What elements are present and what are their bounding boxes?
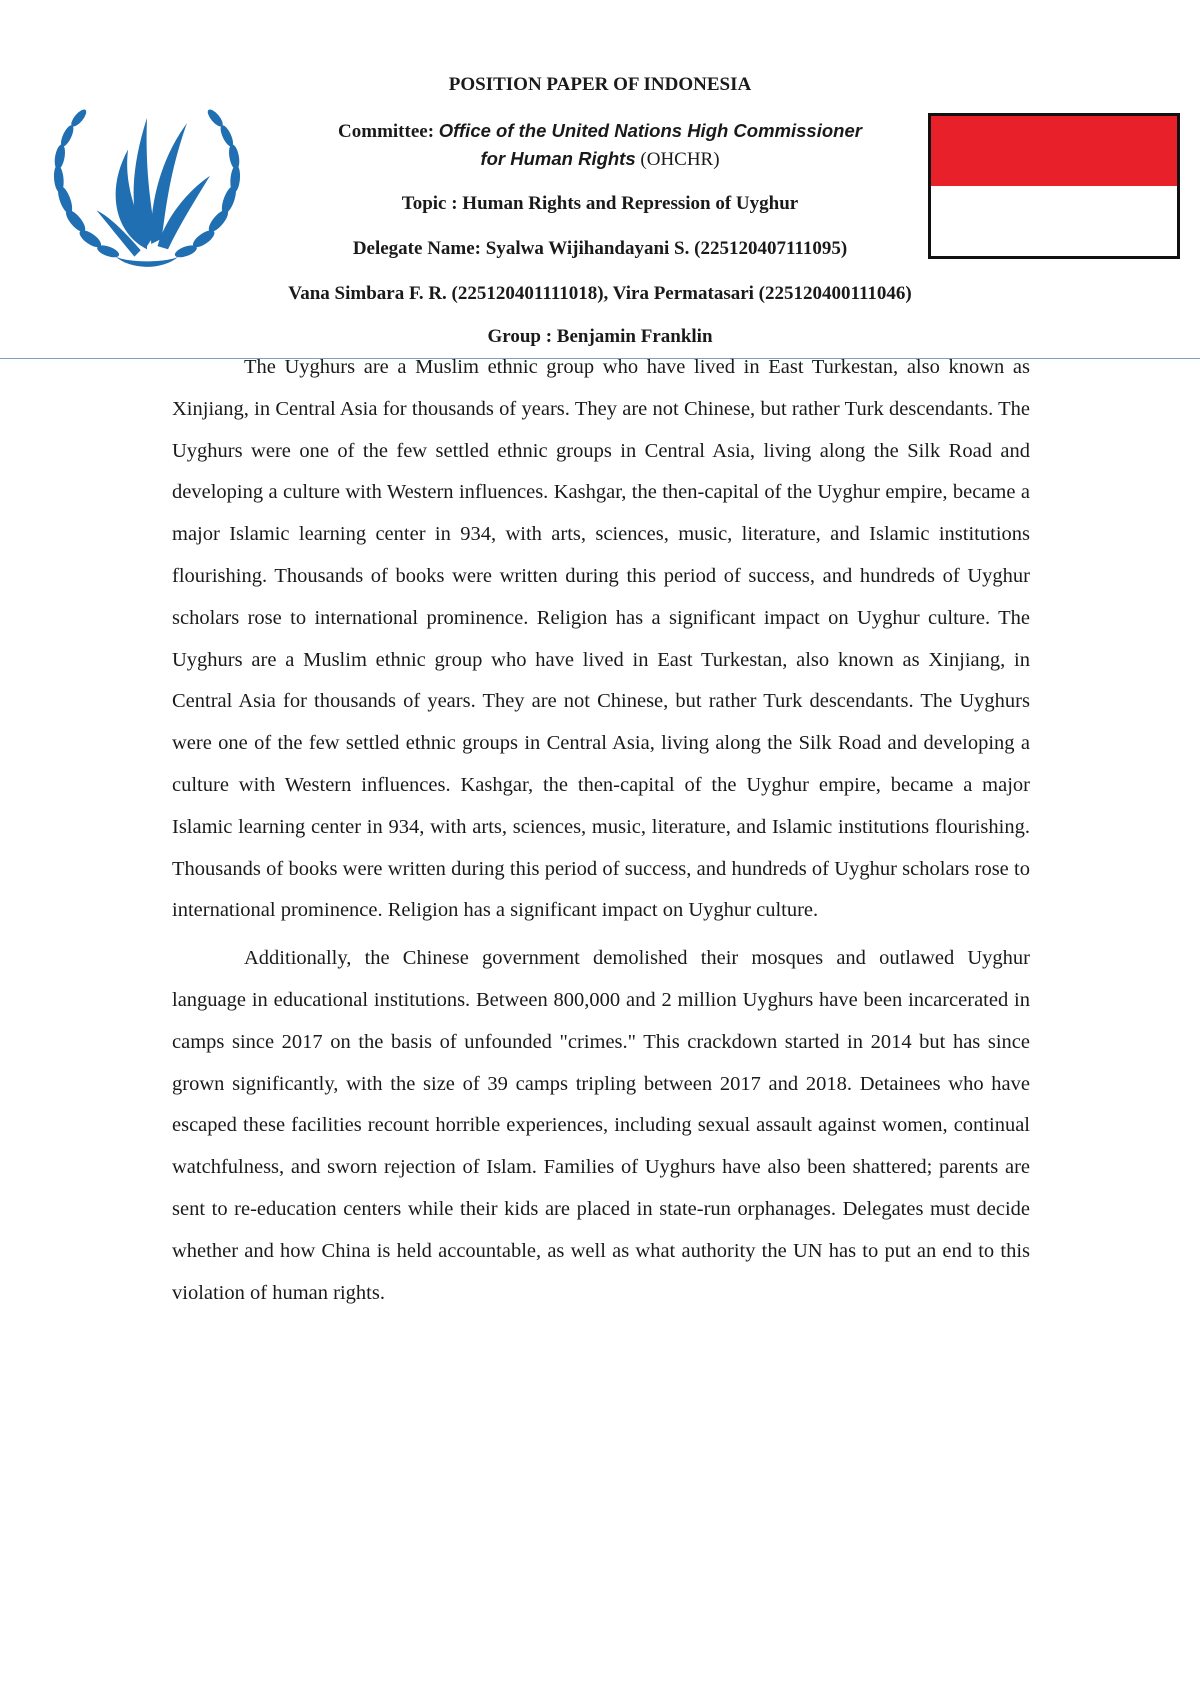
delegate-line-1: [0, 238, 1200, 260]
committee-line: [0, 120, 1200, 143]
delegate-text-2: Vana Simbara F. R. (225120401111018), Vira Permatasari (225120400111046): [288, 283, 912, 304]
topic-text: Topic : Human Rights and Repression of Uyghur: [401, 193, 799, 214]
delegate-text-1: Delegate Name: Syalwa Wijihandayani S. (225120407111095): [352, 238, 848, 259]
page-title: [0, 74, 1200, 96]
paragraph-1: The Uyghurs are a Muslim ethnic group who have lived in East Turkestan, also known as Xinjiang, in Central Asia for thousands of years. They are not Chinese, but rather Turk descendants. The Uyghurs were one of the few settled ethnic groups in Central Asia, living along the Silk Road and developing a culture with Western influences. Kashgar, the then-capital of the Uyghur empire, became a major Islamic learning center in 934, with arts, sciences, music, literature, and Islamic institutions flourishing. Thousands of books were written during this period of success, and hundreds of Uyghur scholars rose to international prominence. Religion has a significant impact on Uyghur culture. The Uyghurs are a Muslim ethnic group who have lived in East Turkestan, also known as Xinjiang, in Central Asia for thousands of years. They are not Chinese, but rather Turk descendants. The Uyghurs were one of the few settled ethnic groups in Central Asia, living along the Silk Road and developing a culture with Western influences. Kashgar, the then-capital of the Uyghur empire, became a major Islamic learning center in 934, with arts, sciences, music, literature, and Islamic institutions flourishing. Thousands of books were written during this period of success, and hundreds of Uyghur scholars rose to international prominence. Religion has a significant impact on Uyghur culture.: [172, 356, 1030, 922]
committee-name-line2: for Human Rights: [480, 148, 636, 169]
body-text: [172, 347, 1030, 1320]
committee-line-2: [0, 148, 1200, 171]
delegate-line-2: [0, 283, 1200, 305]
topic-line: [0, 193, 1200, 215]
committee-label: Committee:: [338, 121, 435, 142]
page-title-text: POSITION PAPER OF INDONESIA: [448, 74, 752, 95]
committee-abbrev: (OHCHR): [640, 149, 720, 170]
committee-name-line1: Office of the United Nations High Commissioner: [438, 120, 862, 141]
group-text: Group : Benjamin Franklin: [487, 326, 713, 347]
paragraph-2: Additionally, the Chinese government demolished their mosques and outlawed Uyghur language in educational institutions. Between 800,000 and 2 million Uyghurs have been incarcerated in camps since 2017 on the basis of unfounded "crimes." This crackdown started in 2014 but has since grown significantly, with the size of 39 camps tripling between 2017 and 2018. Detainees who have escaped these facilities recount horrible experiences, including sexual assault against women, continual watchfulness, and sworn rejection of Islam. Families of Uyghurs have also been shattered; parents are sent to re-education centers while their kids are placed in state-run orphanages. Delegates must decide whether and how China is held accountable, as well as what authority the UN has to put an end to this violation of human rights.: [172, 947, 1030, 1304]
group-line: [0, 326, 1200, 348]
